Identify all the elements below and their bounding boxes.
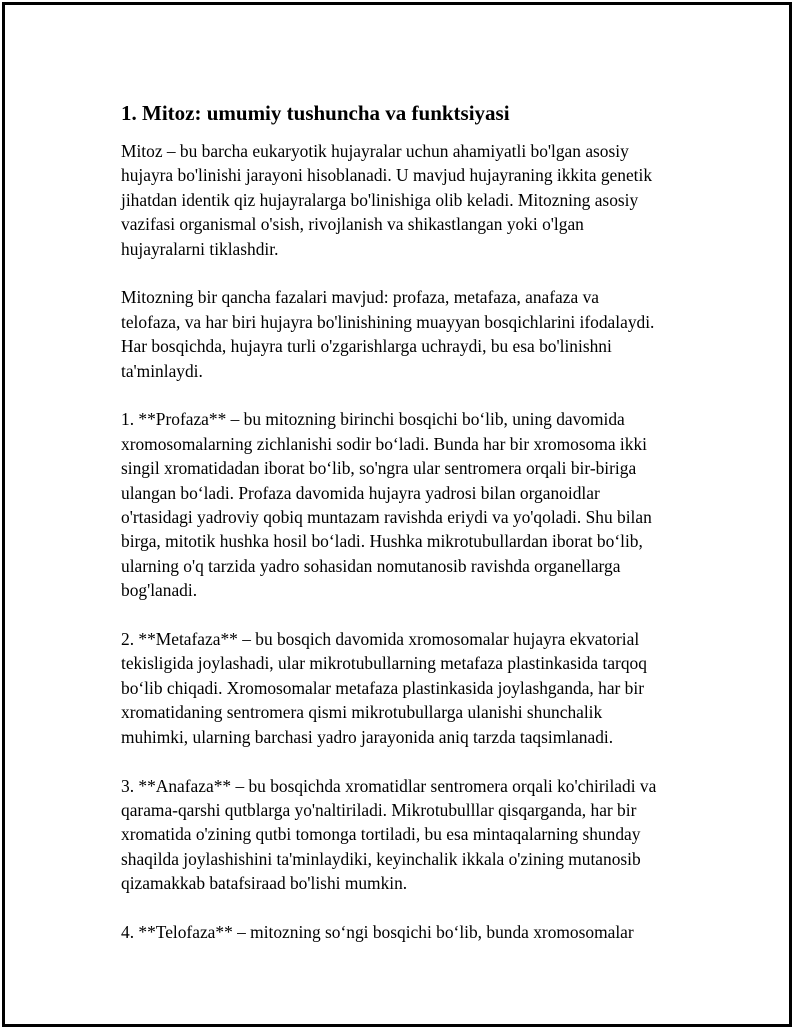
paragraph-line: xromosomalarning zichlanishi sodir boʻladi. Bunda har bir xromosoma ikki <box>121 433 647 454</box>
paragraph-line: qizamakkab batafsiraad bo'lishi mumkin. <box>121 873 408 894</box>
paragraph <box>121 774 701 896</box>
paragraph <box>121 139 701 261</box>
paragraph-line: Har bosqichda, hujayra turli o'zgarishlarga uchraydi, bu esa bo'linishni <box>121 336 612 357</box>
document-body <box>121 99 701 969</box>
paragraph-line: bog'lanadi. <box>121 580 198 601</box>
paragraph-line: shaqilda joylashishini ta'minlaydiki, keyinchalik ikkala o'zining mutanosib <box>121 848 641 869</box>
paragraph-line: ulangan boʻladi. Profaza davomida hujayra yadrosi bilan organoidlar <box>121 482 600 503</box>
paragraph-line: 4. **Telofaza** – mitozning soʻngi bosqichi boʻlib, bunda xromosomalar <box>121 921 634 942</box>
paragraph-line: ularning o'q tarzida yadro sohasidan nomutanosib ravishda organellarga <box>121 555 621 576</box>
paragraph-line: telofaza, va har biri hujayra bo'linishining muayyan bosqichlarini ifodalaydi. <box>121 311 655 332</box>
paragraph-line: qarama-qarshi qutblarga yo'naltiriladi. Mikrotubulllar qisqarganda, har bir <box>121 799 637 820</box>
paragraph-line: muhimki, ularning barchasi yadro jarayonida aniq tarzda taqsimlanadi. <box>121 726 614 747</box>
paragraph <box>121 920 701 944</box>
paragraph-line: ta'minlaydi. <box>121 360 203 381</box>
paragraph-line: 3. **Anafaza** – bu bosqichda xromatidlar sentromera orqali ko'chiriladi va <box>121 775 657 796</box>
paragraph-line: 2. **Metafaza** – bu bosqich davomida xromosomalar hujayra ekvatorial <box>121 629 640 650</box>
paragraph-list <box>121 139 701 944</box>
paragraph-line: 1. **Profaza** – bu mitozning birinchi bosqichi boʻlib, uning davomida <box>121 409 625 430</box>
paragraph-line: birga, mitotik hushka hosil boʻladi. Hushka mikrotubullardan iborat boʻlib, <box>121 531 643 552</box>
paragraph-line: Mitozning bir qancha fazalari mavjud: profaza, metafaza, anafaza va <box>121 287 599 308</box>
paragraph <box>121 407 701 602</box>
paragraph-line: hujayralarni tiklashdir. <box>121 238 279 259</box>
paragraph-line: xromatidaning sentromera qismi mikrotubullarga ulanishi shunchalik <box>121 702 603 723</box>
paragraph-line: singil xromatidadan iborat boʻlib, so'ngra ular sentromera orqali bir-biriga <box>121 458 637 479</box>
paragraph-line: o'rtasidagi yadroviy qobiq muntazam ravishda eriydi va yo'qoladi. Shu bilan <box>121 507 652 528</box>
page-frame <box>2 2 792 1027</box>
paragraph-line: hujayra bo'linishi jarayoni hisoblanadi. U mavjud hujayraning ikkita genetik <box>121 165 653 186</box>
paragraph-line: vazifasi organismal o'sish, rivojlanish va shikastlangan yoki o'lgan <box>121 214 584 235</box>
paragraph-line: xromatida o'zining qutbi tomonga tortiladi, bu esa mintaqalarning shunday <box>121 824 641 845</box>
paragraph-line: tekisligida joylashadi, ular mikrotubullarning metafaza plastinkasida tarqoq <box>121 653 647 674</box>
paragraph <box>121 627 701 749</box>
paragraph-line: jihatdan identik qiz hujayralarga bo'linishiga olib keladi. Mitozning asosiy <box>121 189 639 210</box>
page-title: 1. Mitoz: umumiy tushuncha va funktsiyasi <box>121 101 510 125</box>
paragraph <box>121 285 701 383</box>
paragraph-line: Mitoz – bu barcha eukaryotik hujayralar uchun ahamiyatli bo'lgan asosiy <box>121 141 629 161</box>
paragraph-line: boʻlib chiqadi. Xromosomalar metafaza plastinkasida joylashganda, har bir <box>121 677 645 698</box>
